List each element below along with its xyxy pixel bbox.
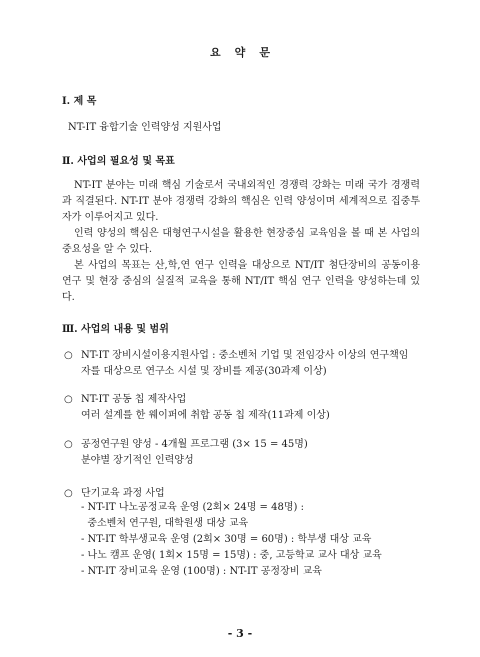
section-2-heading: Ⅱ. 사업의 필요성 및 목표 bbox=[62, 156, 175, 167]
list-sub-item: - 나노 캠프 운영( 1회× 15명 = 15명) : 중, 고등학교 교사 대상 교육 bbox=[81, 550, 382, 561]
section-3-heading: Ⅲ. 사업의 내용 및 범위 bbox=[62, 324, 169, 335]
section-2-paragraph: NT-IT 분야는 미래 핵심 기술로서 국내외적인 경쟁력 강화는 미래 국가 경쟁력과 직결된다. NT-IT 분야 경쟁력 강화의 핵심은 인력 양성이며 세계적으로 집중투자가 이루어지고 있다. bbox=[62, 180, 420, 223]
section-2-paragraph: 인력 양성의 핵심은 대형연구시설을 활용한 현장중심 교육임을 볼 때 본 사업의 중요성을 알 수 있다. bbox=[62, 228, 420, 255]
section-1-body: NT-IT 융합기술 인력양성 지원사업 bbox=[68, 122, 222, 133]
title-char: 요 bbox=[210, 46, 221, 59]
title-char: 약 bbox=[234, 46, 246, 59]
list-item-line: 자를 대상으로 연구소 시설 및 장비를 제공(30과제 이상) bbox=[81, 366, 327, 377]
list-item-line: NT-IT 장비시설이용지원사업 : 중소벤처 기업 및 전임강사 이상의 연구책임 bbox=[81, 350, 409, 361]
section-2-paragraph: 본 사업의 목표는 산,학,연 연구 인력을 대상으로 NT/IT 첨단장비의 공동이용 연구 및 현장 중심의 실질적 교육을 통해 NT/IT 핵심 연구 인력을 양성하는데 있다. bbox=[62, 260, 420, 303]
list-item-line: 분야별 장기적인 인력양성 bbox=[81, 455, 194, 466]
page-number: - 3 - bbox=[227, 627, 253, 640]
bullet-icon: ○ bbox=[64, 350, 73, 361]
document-title bbox=[0, 44, 480, 60]
list-item-line: NT-IT 공동 칩 제작사업 bbox=[81, 394, 187, 405]
list-sub-item: 중소벤처 연구원, 대학원생 대상 교육 bbox=[81, 518, 249, 529]
list-sub-item: - NT-IT 장비교육 운영 (100명) : NT-IT 공정장비 교육 bbox=[81, 566, 322, 577]
list-sub-item: - NT-IT 나노공정교육 운영 (2회× 24명 = 48명) : bbox=[81, 502, 304, 513]
title-char: 문 bbox=[259, 46, 270, 59]
list-item-line: 단기교육 과정 사업 bbox=[81, 488, 165, 499]
list-sub-item: - NT-IT 학부생교육 운영 (2회× 30명 = 60명) : 학부생 대상 교육 bbox=[81, 534, 372, 545]
list-item-line: 여러 설계를 한 웨이퍼에 취합 공동 칩 제작(11과제 이상) bbox=[81, 410, 330, 421]
section-1-heading: Ⅰ. 제 목 bbox=[62, 96, 97, 107]
bullet-icon: ○ bbox=[64, 394, 73, 405]
bullet-icon: ○ bbox=[64, 488, 73, 499]
bullet-icon: ○ bbox=[64, 439, 73, 450]
section-2-body bbox=[62, 178, 420, 306]
list-item-line: 공정연구원 양성 - 4개월 프로그램 (3× 15 = 45명) bbox=[81, 439, 308, 450]
